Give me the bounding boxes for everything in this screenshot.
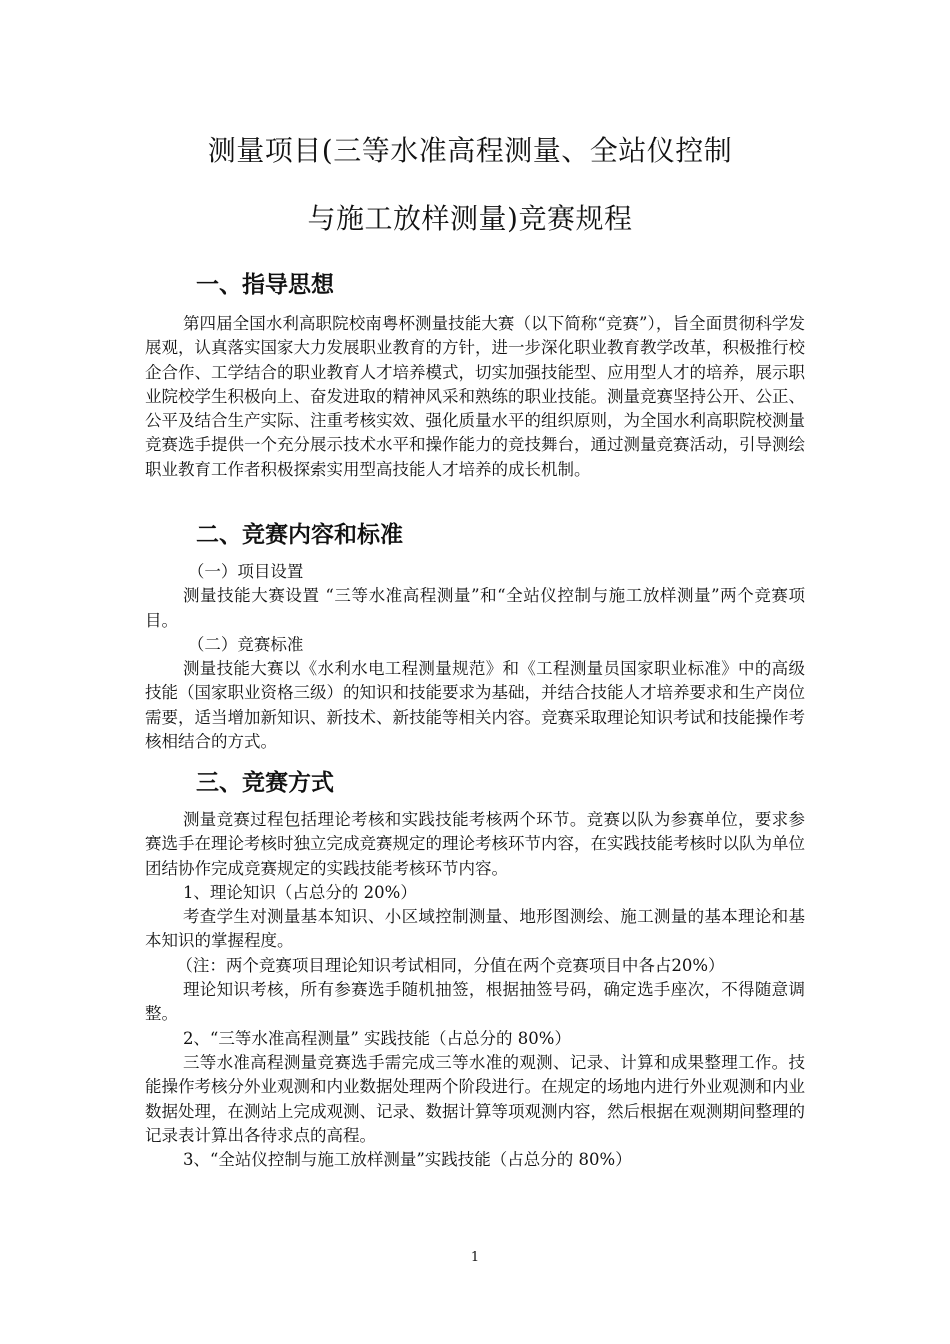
section-body-guiding-ideology: [145, 312, 805, 482]
paragraph: 2、“三等水准高程测量” 实践技能（占总分的 80%）: [182, 1028, 571, 1048]
page-number: 1: [470, 1250, 480, 1265]
section-body-competition-method: [145, 808, 805, 1172]
paragraph: 3、“全站仪控制与施工放样测量”实践技能（占总分的 80%）: [182, 1150, 632, 1170]
section-heading-competition-method: 三、竞赛方式: [196, 770, 334, 796]
section-heading-guiding-ideology: 一、指导思想: [196, 272, 334, 298]
paragraph: 考查学生对测量基本知识、小区域控制测量、地形图测绘、施工测量的基本理论和基本知识的掌握程度。: [145, 907, 805, 951]
paragraph: 第四届全国水利高职院校南粤杯测量技能大赛（以下简称“竞赛”），旨全面贯彻科学发展观，认真落实国家大力发展职业教育的方针，进一步深化职业教育教学改革，积极推行校企合作、工学结合的职业教育人才培养模式，切实加强技能型、应用型人才的培养，展示职业院校学生积极向上、奋发进取的精神风采和熟练的职业技能。测量竞赛坚持公开、公正、公平及结合生产实际、注重考核实效、强化质量水平的组织原则，为全国水利高职院校测量竞赛选手提供一个充分展示技术水平和操作能力的竞技舞台，通过测量竞赛活动，引导测绘职业教育工作者积极探索实用型高技能人才培养的成长机制。: [145, 314, 805, 479]
section-heading-content-standards: 二、竞赛内容和标准: [196, 522, 403, 548]
paragraph: 测量竞赛过程包括理论考核和实践技能考核两个环节。竞赛以队为参赛单位，要求参赛选手在理论考核时独立完成竞赛规定的理论考核环节内容，在实践技能考核时以队为单位团结协作完成竞赛规定的实践技能考核环节内容。: [145, 810, 805, 878]
subheading-competition-standards: （二）竞赛标准: [187, 634, 304, 654]
paragraph: 测量技能大赛设置 “三等水准高程测量”和“全站仪控制与施工放样测量”两个竞赛项目。: [145, 586, 805, 630]
paragraph: 三等水准高程测量竞赛选手需完成三等水准的观测、记录、计算和成果整理工作。技能操作考核分外业观测和内业数据处理两个阶段进行。在规定的场地内进行外业观测和内业数据处理，在测站上完成观测、记录、数据计算等项观测内容，然后根据在观测期间整理的记录表计算出各待求点的高程。: [145, 1052, 805, 1145]
document-title-line-2: 与施工放样测量)竞赛规程: [307, 202, 633, 235]
note-paragraph: （注：两个竞赛项目理论知识考试相同，分值在两个竞赛项目中各占20%）: [176, 955, 725, 975]
paragraph: 理论知识考核，所有参赛选手随机抽签，根据抽签号码，确定选手座次，不得随意调整。: [145, 980, 805, 1024]
subheading-project-setup: （一）项目设置: [187, 562, 304, 581]
document-title-line-1: 测量项目(三等水准高程测量、全站仪控制: [207, 134, 733, 167]
paragraph: 测量技能大赛以《水利水电工程测量规范》和《工程测量员国家职业标准》中的高级技能（国家职业资格三级）的知识和技能要求为基础，并结合技能人才培养要求和生产岗位需要，适当增加新知识、新技术、新技能等相关内容。竞赛采取理论知识考试和技能操作考核相结合的方式。: [145, 659, 805, 752]
section-body-content-standards: [145, 560, 805, 754]
paragraph: 1、理论知识（占总分的 20%）: [182, 882, 417, 902]
